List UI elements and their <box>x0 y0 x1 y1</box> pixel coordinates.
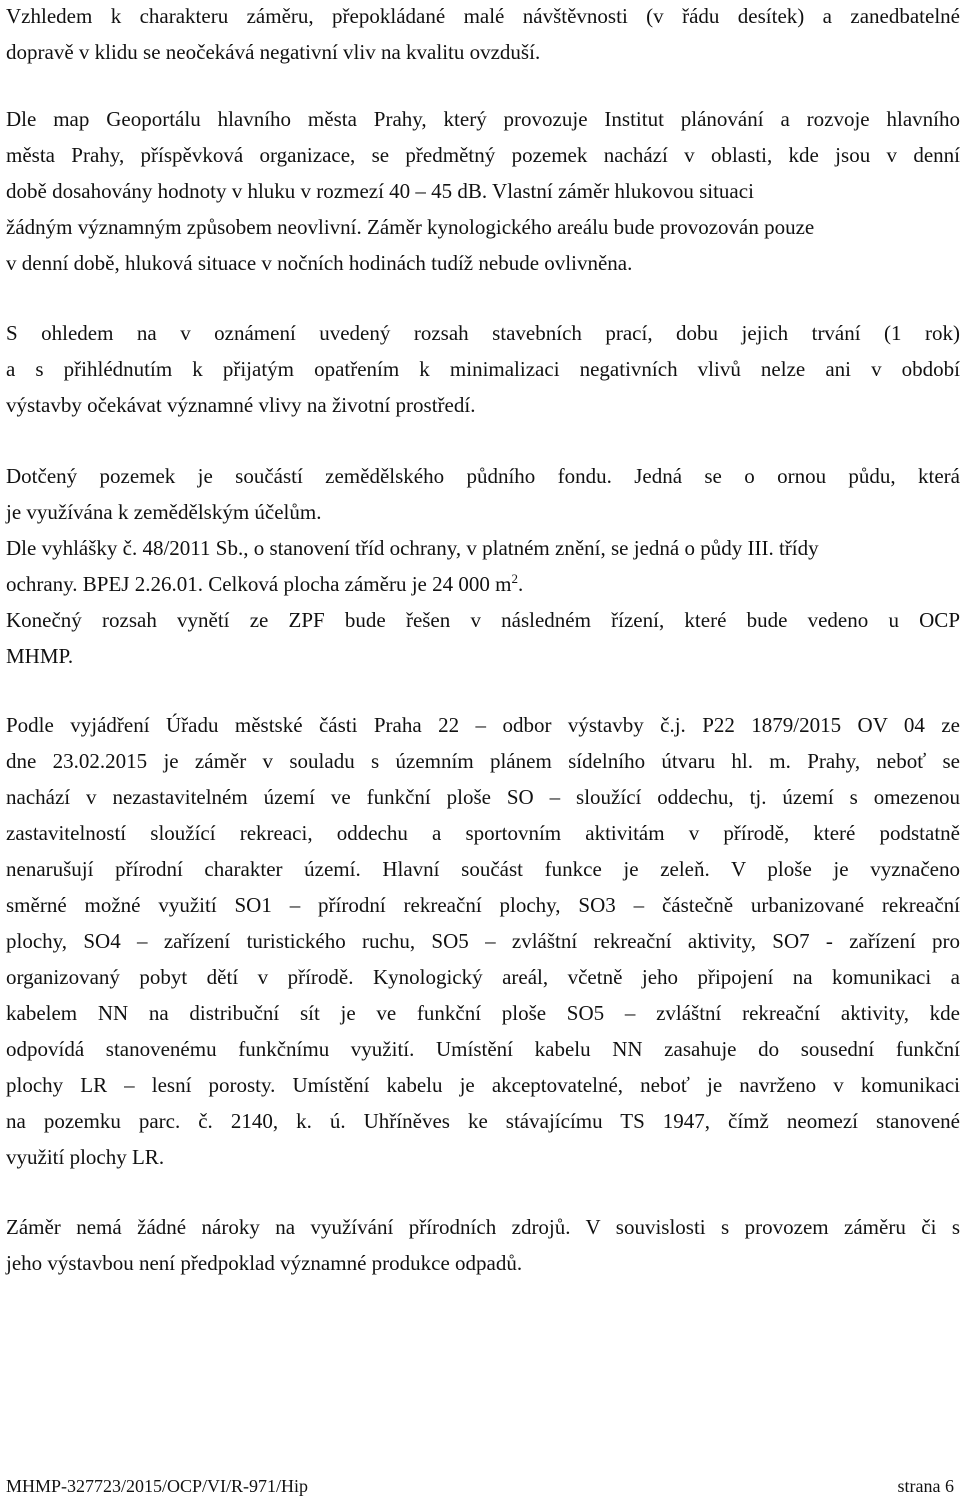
text-line: dopravě v klidu se neočekává negativní vliv na kvalitu ovzduší. <box>6 40 541 64</box>
text-line: využití plochy LR. <box>6 1145 165 1169</box>
text-line: jeho výstavbou není předpoklad významné produkce odpadů. <box>6 1251 523 1275</box>
text-line: Dle map Geoportálu hlavního města Prahy, který provozuje Institut plánování a rozvoje hlavního <box>6 107 960 131</box>
text-line: žádným významným způsobem neovlivní. Záměr kynologického areálu bude provozován pouze <box>6 215 815 239</box>
text-line: plochy LR – lesní porosty. Umístění kabelu je akceptovatelné, neboť je navrženo v komunikaci <box>6 1073 960 1097</box>
text-line: Dle vyhlášky č. 48/2011 Sb., o stanovení tříd ochrany, v platném znění, se jedná o půdy III. třídy <box>6 536 819 560</box>
text-line: nenarušují přírodní charakter území. Hlavní součást funkce je zeleň. V ploše je vyznačeno <box>6 857 960 881</box>
text-line: a s přihlédnutím k přijatým opatřením k minimalizaci negativních vlivů nelze ani v období <box>6 357 960 381</box>
text-line: města Prahy, příspěvková organizace, se předmětný pozemek nachází v oblasti, kde jsou v denní <box>6 143 960 167</box>
text-line: zastavitelností sloužící rekreaci, oddechu a sportovním aktivitám v přírodě, které podstatně <box>6 821 960 845</box>
text-line: organizovaný pobyt dětí v přírodě. Kynologický areál, včetně jeho připojení na komunikaci a <box>6 965 960 989</box>
document-reference: MHMP-327723/2015/OCP/VI/R-971/Hip <box>6 1476 309 1496</box>
text-line: Vzhledem k charakteru záměru, přepokládané malé návštěvnosti (v řádu desítek) a zanedbatelné <box>6 4 960 28</box>
text-line: nachází v nezastavitelném území ve funkční ploše SO – sloužící oddechu, tj. území s omezenou <box>6 785 960 809</box>
text-line: směrné možné využití SO1 – přírodní rekreační plochy, SO3 – částečně urbanizované rekreační <box>6 893 960 917</box>
text-line: v denní době, hluková situace v nočních hodinách tudíž nebude ovlivněna. <box>6 251 633 275</box>
area-text: ochrany. BPEJ 2.26.01. Celková plocha záměru je 24 000 m <box>6 572 512 596</box>
text-line-area <box>6 566 960 602</box>
text-line: Konečný rozsah vynětí ze ZPF bude řešen v následném řízení, které bude vedeno u OCP <box>6 608 960 632</box>
text-line: na pozemku parc. č. 2140, k. ú. Uhříněves ke stávajícímu TS 1947, čímž neomezí stanovené <box>6 1109 960 1133</box>
text-line: je využívána k zemědělským účelům. <box>6 500 322 524</box>
text-line: plochy, SO4 – zařízení turistického ruchu, SO5 – zvláštní rekreační aktivity, SO7 - zařízení pro <box>6 929 960 953</box>
page-number: strana 6 <box>897 1476 954 1496</box>
area-superscript: 2 <box>511 571 518 586</box>
text-line: S ohledem na v oznámení uvedený rozsah stavebních prací, dobu jejich trvání (1 rok) <box>6 321 960 345</box>
text-line: Záměr nemá žádné nároky na využívání přírodních zdrojů. V souvislosti s provozem záměru či s <box>6 1215 960 1239</box>
text-line: výstavby očekávat významné vlivy na životní prostředí. <box>6 393 476 417</box>
text-line: Dotčený pozemek je součástí zemědělského půdního fondu. Jedná se o ornou půdu, která <box>6 464 960 488</box>
text-line: době dosahovány hodnoty v hluku v rozmezí 40 – 45 dB. Vlastní záměr hlukovou situaci <box>6 179 754 203</box>
paragraph-land-use-plan <box>6 707 960 1175</box>
paragraph-air-quality <box>6 0 960 70</box>
text-line: odpovídá stanovenému funkčnímu využití. Umístění kabelu NN zasahuje do sousední funkční <box>6 1037 960 1061</box>
paragraph-construction <box>6 315 960 423</box>
page-footer <box>6 1476 954 1497</box>
paragraph-agricultural-land <box>6 458 960 674</box>
text-line: MHMP. <box>6 644 74 668</box>
text-line: Podle vyjádření Úřadu městské části Praha 22 – odbor výstavby č.j. P22 1879/2015 OV 04 ze <box>6 713 960 737</box>
paragraph-natural-resources <box>6 1209 960 1281</box>
text-line: dne 23.02.2015 je záměr v souladu s územním plánem sídelního útvaru hl. m. Prahy, neboť se <box>6 749 960 773</box>
text-line: kabelem NN na distribuční sít je ve funkční ploše SO5 – zvláštní rekreační aktivity, kde <box>6 1001 960 1025</box>
area-suffix: . <box>517 572 524 596</box>
paragraph-noise <box>6 101 960 281</box>
